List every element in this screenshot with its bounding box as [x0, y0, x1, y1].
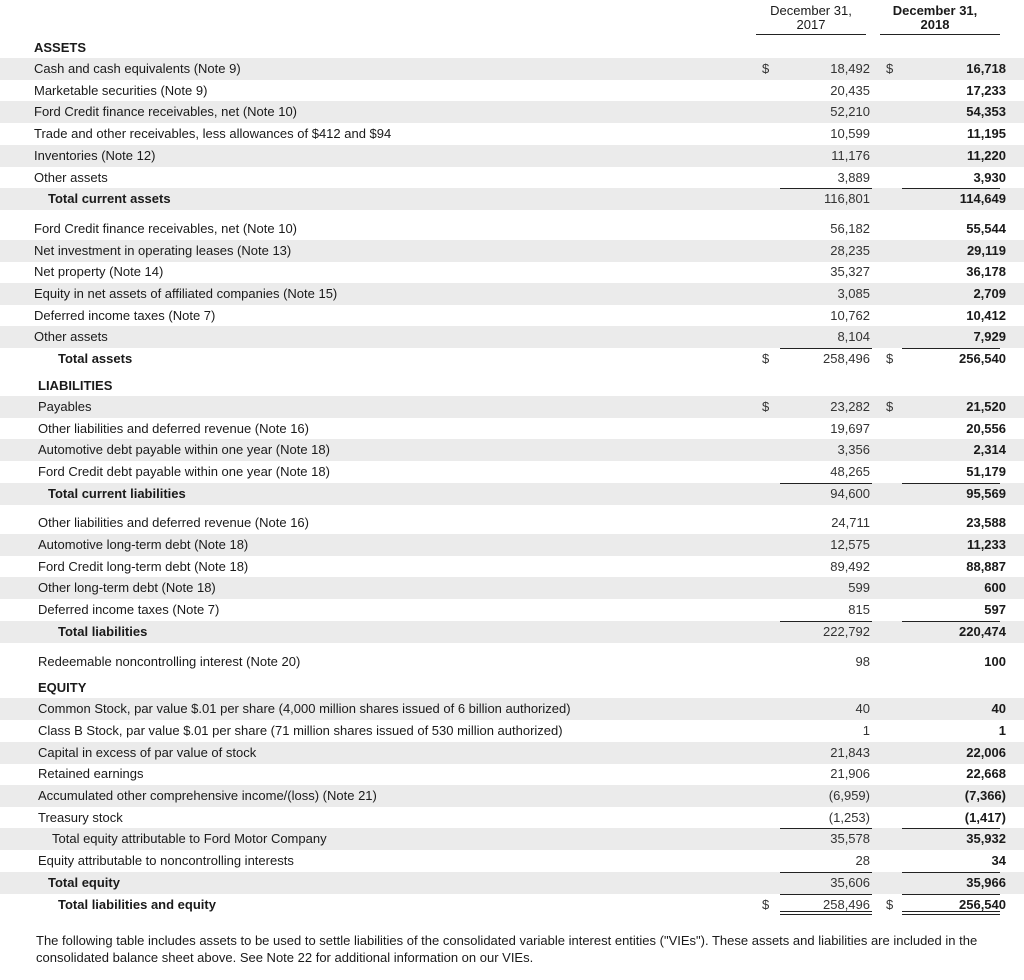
value-2017: 258,496 — [823, 896, 870, 912]
value-2018: 256,540 — [959, 351, 1006, 367]
value-2018: 88,887 — [966, 558, 1006, 574]
row-label: Equity attributable to noncontrolling interests — [38, 853, 294, 869]
value-2017: 35,327 — [830, 264, 870, 280]
table-row — [0, 261, 1024, 283]
value-2017: 28,235 — [830, 242, 870, 258]
subtotal-rule — [780, 872, 872, 873]
row-label: Deferred income taxes (Note 7) — [38, 602, 220, 618]
table-row — [0, 188, 1024, 210]
table-row — [0, 785, 1024, 807]
subtotal-rule — [780, 621, 872, 622]
value-2018: 22,668 — [966, 766, 1006, 782]
grand-total-double-rule — [902, 911, 1000, 912]
grand-total-double-rule — [902, 914, 1000, 915]
row-label: Ford Credit finance receivables, net (Note 10) — [34, 220, 298, 236]
row-label: Capital in excess of par value of stock — [38, 744, 257, 760]
row-label: Total assets — [58, 351, 133, 367]
table-row — [0, 894, 1024, 916]
row-label: Net property (Note 14) — [34, 264, 164, 280]
table-row — [0, 872, 1024, 894]
row-label: Class B Stock, par value $.01 per share (71 million shares issued of 530 million authorized) — [38, 722, 563, 738]
value-2018: 54,353 — [966, 104, 1006, 120]
value-2018: 16,718 — [966, 61, 1006, 76]
value-2018: 10,412 — [966, 307, 1006, 323]
header-rule-2018 — [880, 34, 1000, 35]
value-2017: 3,889 — [837, 169, 870, 185]
subtotal-rule — [902, 483, 1000, 484]
value-2017: 21,843 — [830, 744, 870, 760]
value-2017: 18,492 — [830, 61, 870, 76]
section-title-liabilities: LIABILITIES — [38, 377, 113, 393]
subtotal-rule — [780, 894, 872, 895]
subtotal-rule — [902, 188, 1000, 189]
table-row — [0, 305, 1024, 327]
table-row — [0, 418, 1024, 440]
value-2018: 3,930 — [973, 169, 1006, 185]
subtotal-rule — [902, 894, 1000, 895]
row-label: Other liabilities and deferred revenue (Note 16) — [38, 420, 309, 436]
value-2018: 35,966 — [966, 874, 1006, 890]
value-2018: 51,179 — [966, 463, 1006, 479]
value-2017: 599 — [848, 580, 870, 596]
table-row — [0, 828, 1024, 850]
dollar-sign: $ — [762, 61, 770, 76]
subtotal-rule — [780, 188, 872, 189]
dollar-sign: $ — [886, 896, 894, 912]
value-2017: 23,282 — [830, 398, 870, 414]
table-row — [0, 621, 1024, 643]
subtotal-rule — [902, 828, 1000, 829]
value-2017: 28 — [855, 853, 870, 869]
value-2018: 11,233 — [966, 537, 1006, 552]
row-label: Total equity — [48, 874, 120, 890]
value-2017: 3,356 — [837, 442, 870, 458]
table-row — [0, 396, 1024, 418]
row-label: Cash and cash equivalents (Note 9) — [34, 61, 241, 76]
value-2017: 258,496 — [823, 351, 870, 367]
row-label: Retained earnings — [38, 766, 144, 782]
value-2018: 34 — [991, 853, 1006, 869]
value-2018: 256,540 — [959, 896, 1006, 912]
value-2017: (6,959) — [828, 788, 870, 803]
value-2018: 2,314 — [973, 442, 1006, 458]
table-row — [0, 483, 1024, 505]
row-label: Trade and other receivables, less allowances of $412 and $94 — [34, 126, 392, 142]
value-2017: 10,762 — [830, 307, 870, 323]
row-label: Automotive long-term debt (Note 18) — [38, 537, 249, 552]
row-label: Total liabilities and equity — [58, 896, 216, 912]
value-2017: 11,176 — [831, 147, 870, 163]
row-label: Payables — [38, 398, 92, 414]
value-2018: (7,366) — [964, 788, 1006, 803]
grand-total-double-rule — [780, 914, 872, 915]
row-label: Automotive debt payable within one year (Note 18) — [38, 442, 330, 458]
value-2018: 29,119 — [966, 242, 1006, 258]
value-2017: 12,575 — [830, 537, 870, 552]
value-2017: 10,599 — [830, 126, 870, 142]
value-2018: 7,929 — [973, 329, 1006, 345]
value-2018: 36,178 — [966, 264, 1006, 280]
table-row — [0, 123, 1024, 145]
row-label: Redeemable noncontrolling interest (Note 20) — [38, 653, 301, 669]
row-label: Inventories (Note 12) — [34, 147, 156, 163]
value-2018: 100 — [984, 653, 1006, 669]
value-2017: 52,210 — [830, 104, 870, 120]
header-rule-2017 — [756, 34, 866, 35]
table-row — [0, 80, 1024, 102]
table-row — [0, 439, 1024, 461]
column-header-2018: December 31, 2018 — [892, 3, 978, 32]
value-2018: 23,588 — [966, 515, 1006, 531]
value-2017: 815 — [848, 602, 870, 618]
dollar-sign: $ — [762, 398, 770, 414]
section-title-assets: ASSETS — [34, 40, 87, 55]
row-label: Ford Credit finance receivables, net (Note 10) — [34, 104, 298, 120]
value-2017: 3,085 — [837, 286, 870, 301]
value-2018: 21,520 — [966, 398, 1006, 414]
row-label: Deferred income taxes (Note 7) — [34, 307, 216, 323]
section-title-equity: EQUITY — [38, 680, 87, 696]
table-row — [0, 807, 1024, 829]
value-2017: 24,711 — [831, 515, 870, 531]
value-2017: 56,182 — [830, 220, 870, 236]
subtotal-rule — [780, 483, 872, 484]
subtotal-rule — [780, 828, 872, 829]
table-row — [0, 167, 1024, 189]
value-2018: 22,006 — [966, 744, 1006, 760]
table-row — [0, 742, 1024, 764]
table-row — [0, 850, 1024, 872]
table-row — [0, 599, 1024, 621]
value-2017: (1,253) — [828, 809, 870, 825]
table-row — [0, 240, 1024, 262]
subtotal-rule — [780, 348, 872, 349]
value-2017: 89,492 — [830, 558, 870, 574]
table-row — [0, 556, 1024, 578]
value-2018: 1 — [998, 722, 1006, 738]
value-2018: 40 — [991, 701, 1006, 717]
dollar-sign: $ — [762, 896, 770, 912]
row-label: Other long-term debt (Note 18) — [38, 580, 216, 596]
value-2018: 95,569 — [966, 485, 1006, 501]
value-2018: 11,195 — [966, 126, 1006, 142]
table-row — [0, 145, 1024, 167]
subtotal-rule — [902, 872, 1000, 873]
value-2018: (1,417) — [964, 809, 1006, 825]
value-2017: 98 — [855, 653, 870, 669]
value-2017: 35,606 — [830, 874, 870, 890]
value-2018: 11,220 — [966, 147, 1006, 163]
table-row — [0, 577, 1024, 599]
table-row — [0, 348, 1024, 370]
grand-total-double-rule — [780, 911, 872, 912]
value-2017: 40 — [855, 701, 870, 717]
row-label: Total current liabilities — [48, 485, 186, 501]
dollar-sign: $ — [886, 398, 894, 414]
dollar-sign: $ — [886, 61, 894, 76]
table-row — [0, 461, 1024, 483]
subtotal-rule — [902, 621, 1000, 622]
value-2018: 20,556 — [966, 420, 1006, 436]
row-label: Equity in net assets of affiliated companies (Note 15) — [34, 286, 338, 301]
value-2018: 220,474 — [959, 623, 1006, 639]
row-label: Total liabilities — [58, 623, 148, 639]
value-2017: 19,697 — [830, 420, 870, 436]
value-2017: 222,792 — [823, 623, 870, 639]
value-2017: 20,435 — [830, 82, 870, 98]
value-2018: 114,649 — [959, 191, 1006, 207]
subtotal-rule — [902, 348, 1000, 349]
value-2018: 55,544 — [966, 220, 1006, 236]
table-row — [0, 58, 1024, 80]
table-row — [0, 218, 1024, 240]
row-label: Ford Credit debt payable within one year (Note 18) — [38, 463, 330, 479]
row-label: Other assets — [34, 329, 108, 345]
footnote: The following table includes assets to be used to settle liabilities of the consolidated variable interest entities ("VIEs"). These assets and liabilities are included in the consolidated balance sheet above. See Note 22 for additional information on our VIEs. — [36, 933, 978, 965]
row-label: Other assets — [34, 169, 108, 185]
row-label: Marketable securities (Note 9) — [34, 82, 208, 98]
row-label: Total current assets — [48, 191, 171, 207]
row-label: Treasury stock — [38, 809, 123, 825]
table-row — [0, 512, 1024, 534]
row-label: Other liabilities and deferred revenue (Note 16) — [38, 515, 309, 531]
row-label: Common Stock, par value $.01 per share (4,000 million shares issued of 6 billion authorized) — [38, 701, 571, 717]
value-2018: 2,709 — [973, 286, 1006, 301]
dollar-sign: $ — [762, 351, 770, 367]
value-2018: 597 — [984, 602, 1006, 618]
table-row — [0, 283, 1024, 305]
value-2017: 116,801 — [823, 191, 870, 207]
column-header-2017: December 31, 2017 — [770, 3, 852, 32]
row-label: Accumulated other comprehensive income/(loss) (Note 21) — [38, 788, 377, 803]
value-2018: 35,932 — [966, 831, 1006, 847]
table-row — [0, 698, 1024, 720]
table-row — [0, 101, 1024, 123]
row-label: Net investment in operating leases (Note 13) — [34, 242, 292, 258]
table-row — [0, 534, 1024, 556]
table-row — [0, 720, 1024, 742]
value-2017: 48,265 — [830, 463, 870, 479]
value-2017: 8,104 — [837, 329, 870, 345]
value-2017: 35,578 — [830, 831, 870, 847]
value-2017: 21,906 — [830, 766, 870, 782]
table-row — [0, 763, 1024, 785]
value-2018: 17,233 — [966, 82, 1006, 98]
table-row — [0, 651, 1024, 673]
table-row — [0, 326, 1024, 348]
value-2018: 600 — [984, 580, 1006, 596]
row-label: Total equity attributable to Ford Motor Company — [52, 831, 327, 847]
value-2017: 1 — [862, 722, 870, 738]
dollar-sign: $ — [886, 351, 894, 367]
row-label: Ford Credit long-term debt (Note 18) — [38, 558, 249, 574]
value-2017: 94,600 — [830, 485, 870, 501]
